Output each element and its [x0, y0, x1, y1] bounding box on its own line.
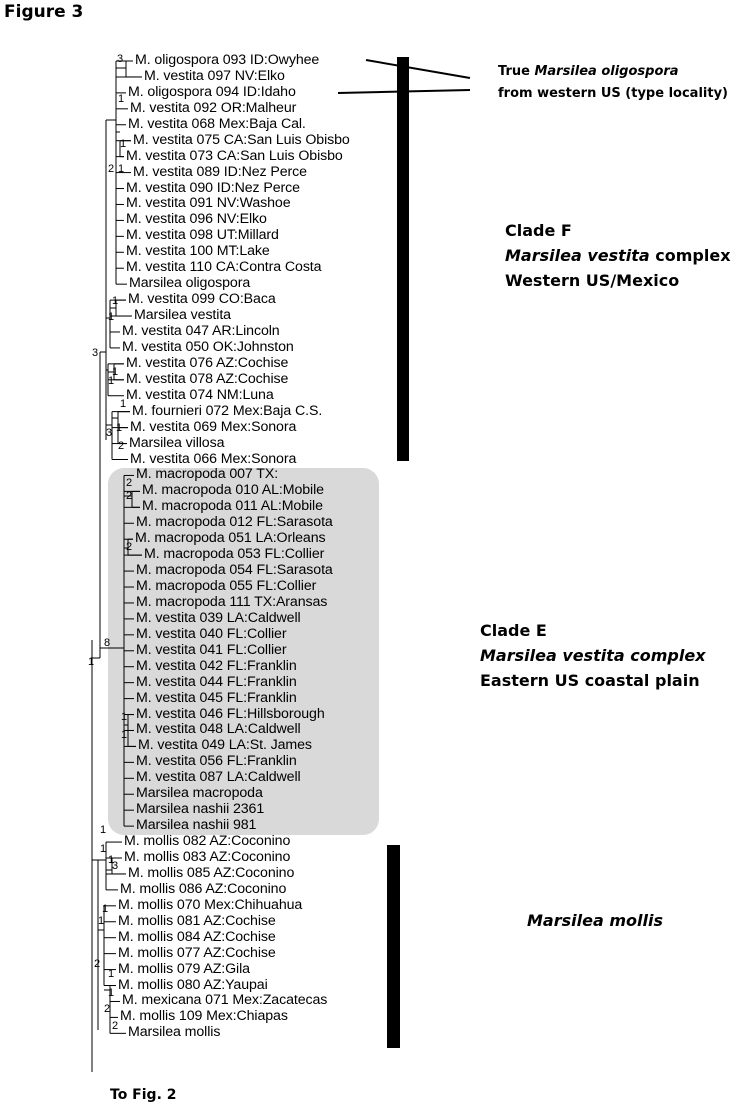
taxon-label: M. mollis 109 Mex:Chiapas — [120, 1008, 288, 1025]
type-note-prefix: True — [498, 64, 535, 79]
support-value: 3 — [106, 427, 113, 439]
figure-footer: To Fig. 2 — [110, 1087, 177, 1103]
taxon-label: M. vestita 098 UT:Millard — [126, 227, 279, 244]
mollis-label — [527, 908, 663, 933]
taxon-label: Marsilea mollis — [128, 1024, 221, 1041]
taxon-label: M. vestita 097 NV:Elko — [144, 67, 285, 84]
support-value: 1 — [116, 422, 123, 434]
type-note-species: Marsilea oligospora — [534, 64, 679, 79]
taxon-label: M. macropoda 051 LA:Orleans — [135, 530, 326, 547]
taxon-label: M. vestita 044 FL:Franklin — [136, 673, 297, 690]
taxon-label: M. mollis 086 AZ:Coconino — [120, 880, 287, 897]
taxon-label: M. vestita 091 NV:Washoe — [126, 195, 291, 212]
support-value: 3 — [92, 347, 99, 359]
support-value: 1 — [102, 903, 109, 915]
support-value: 1 — [88, 656, 95, 668]
support-value: 1 — [120, 138, 127, 150]
support-value: 1 — [118, 93, 125, 105]
taxon-label: M. vestita 099 CO:Baca — [128, 291, 276, 308]
clade-e-title: Clade E — [480, 621, 547, 640]
taxon-label: M. vestita 041 FL:Collier — [136, 641, 287, 658]
support-value: 1 — [100, 824, 107, 836]
support-value: 1 — [108, 968, 115, 980]
taxon-label: M. oligospora 093 ID:Owyhee — [135, 52, 320, 68]
taxon-label: Marsilea macropoda — [136, 785, 263, 802]
taxon-label: Marsilea vestita — [134, 307, 231, 324]
clade-e-region: Eastern US coastal plain — [480, 671, 700, 690]
type-note-line2: from western US (type locality) — [498, 86, 728, 101]
taxon-label: M. macropoda 111 TX:Aransas — [136, 593, 328, 610]
taxon-label: M. fournieri 072 Mex:Baja C.S. — [132, 402, 323, 419]
support-value: 3 — [117, 53, 124, 65]
taxon-label: M. mollis 077 AZ:Cochise — [118, 944, 276, 961]
taxon-label: M. mollis 085 AZ:Coconino — [128, 864, 295, 881]
taxon-label: M. macropoda 053 FL:Collier — [144, 546, 325, 563]
taxon-label: M. vestita 096 NV:Elko — [126, 211, 267, 228]
clade-e-label — [480, 618, 706, 693]
figure-title: Figure 3 — [4, 2, 84, 22]
taxon-label: M. vestita 073 CA:San Luis Obisbo — [126, 147, 343, 164]
support-value: 1 — [108, 375, 115, 387]
taxon-label: M. macropoda 012 FL:Sarasota — [136, 514, 333, 531]
taxon-label: M. mollis 083 AZ:Coconino — [124, 849, 291, 865]
taxon-label: M. mollis 081 AZ:Cochise — [118, 912, 276, 929]
taxon-label: M. vestita 047 AR:Lincoln — [122, 322, 280, 339]
support-value: 2 — [126, 490, 133, 502]
taxon-label: M. macropoda 010 AL:Mobile — [142, 482, 324, 499]
taxon-label: M. vestita 039 LA:Caldwell — [136, 609, 301, 626]
taxon-label: M. macropoda 011 AL:Mobile — [142, 498, 323, 515]
support-value: 2 — [104, 1003, 111, 1015]
support-value: 1 — [108, 854, 115, 866]
support-value: 1 — [112, 366, 119, 378]
taxon-label: M. vestita 049 LA:St. James — [138, 737, 312, 754]
taxon-label: M. vestita 075 CA:San Luis Obisbo — [133, 131, 350, 148]
taxon-label: M. vestita 068 Mex:Baja Cal. — [128, 115, 306, 132]
clade-f-label — [505, 218, 731, 293]
clade-f-region: Western US/Mexico — [505, 271, 680, 290]
taxon-label: M. vestita 046 FL:Hillsborough — [136, 705, 325, 722]
support-value: 1 — [100, 843, 107, 855]
taxon-label: M. vestita 092 OR:Malheur — [130, 99, 297, 116]
support-value: 1 — [121, 711, 128, 723]
taxon-label: M. vestita 050 OK:Johnston — [122, 338, 294, 355]
taxon-label: Marsilea nashii 2361 — [136, 801, 265, 818]
mollis-species: Marsilea mollis — [527, 911, 663, 930]
taxon-label: M. vestita 076 AZ:Cochise — [126, 354, 289, 371]
taxon-label: M. mexicana 071 Mex:Zacatecas — [122, 992, 328, 1009]
taxon-label: M. vestita 100 MT:Lake — [126, 243, 270, 260]
support-value: 1 — [121, 729, 128, 741]
support-value: 2 — [94, 958, 101, 970]
support-value: 1 — [118, 163, 125, 175]
support-value: 1 — [98, 915, 105, 927]
taxon-label: M. mollis 082 AZ:Coconino — [124, 833, 291, 850]
taxon-label: M. macropoda 054 FL:Sarasota — [136, 562, 333, 579]
support-value: 2 — [126, 541, 133, 553]
type-locality-note — [498, 61, 728, 105]
support-value: 3 — [112, 860, 119, 872]
taxon-label: M. mollis 079 AZ:Gila — [118, 960, 250, 977]
taxon-label: M. vestita 078 AZ:Cochise — [126, 370, 289, 387]
taxon-label: Marsilea villosa — [129, 434, 225, 451]
taxon-label: M. vestita 090 ID:Nez Perce — [126, 179, 300, 196]
taxon-label: M. vestita 042 FL:Franklin — [136, 657, 297, 674]
taxon-label: Marsilea oligospora — [129, 275, 251, 292]
support-value: 2 — [108, 163, 115, 175]
clade-e-species: Marsilea vestita complex — [480, 646, 706, 665]
support-value: 1 — [108, 987, 115, 999]
taxon-label: M. vestita 074 NM:Luna — [126, 386, 274, 403]
support-value: 1 — [112, 295, 119, 307]
clade-f-species: Marsilea vestita — [505, 246, 650, 265]
taxon-label: Marsilea nashii 981 — [136, 817, 257, 834]
taxon-label: M. vestita 089 ID:Nez Perce — [133, 163, 307, 180]
taxon-label: M. vestita 048 LA:Caldwell — [136, 721, 301, 738]
taxon-label: M. vestita 110 CA:Contra Costa — [126, 259, 322, 276]
taxon-label: M. mollis 084 AZ:Cochise — [118, 928, 276, 945]
taxon-label: M. vestita 069 Mex:Sonora — [130, 418, 297, 435]
taxon-label: M. macropoda 007 TX: — [136, 466, 279, 483]
taxon-label: M. mollis 070 Mex:Chihuahua — [118, 896, 303, 913]
support-value: 1 — [120, 398, 127, 410]
taxon-label: M. vestita 045 FL:Franklin — [136, 689, 297, 706]
support-value: 2 — [112, 1020, 119, 1032]
taxon-label: M. oligospora 094 ID:Idaho — [128, 83, 296, 100]
support-value: 2 — [126, 477, 133, 489]
taxon-label: M. macropoda 055 FL:Collier — [136, 578, 317, 595]
taxon-label: M. vestita 087 LA:Caldwell — [136, 769, 301, 786]
taxon-label: M. vestita 040 FL:Collier — [136, 625, 287, 642]
taxon-label: M. vestita 056 FL:Franklin — [136, 753, 297, 770]
taxon-label: M. vestita 066 Mex:Sonora — [130, 450, 297, 467]
support-value: 8 — [104, 637, 111, 649]
support-value: 2 — [118, 440, 125, 452]
clade-f-complex: complex — [649, 246, 731, 265]
support-value: 1 — [108, 311, 115, 323]
taxon-label: M. mollis 080 AZ:Yaupai — [118, 976, 268, 993]
clade-f-title: Clade F — [505, 221, 572, 240]
